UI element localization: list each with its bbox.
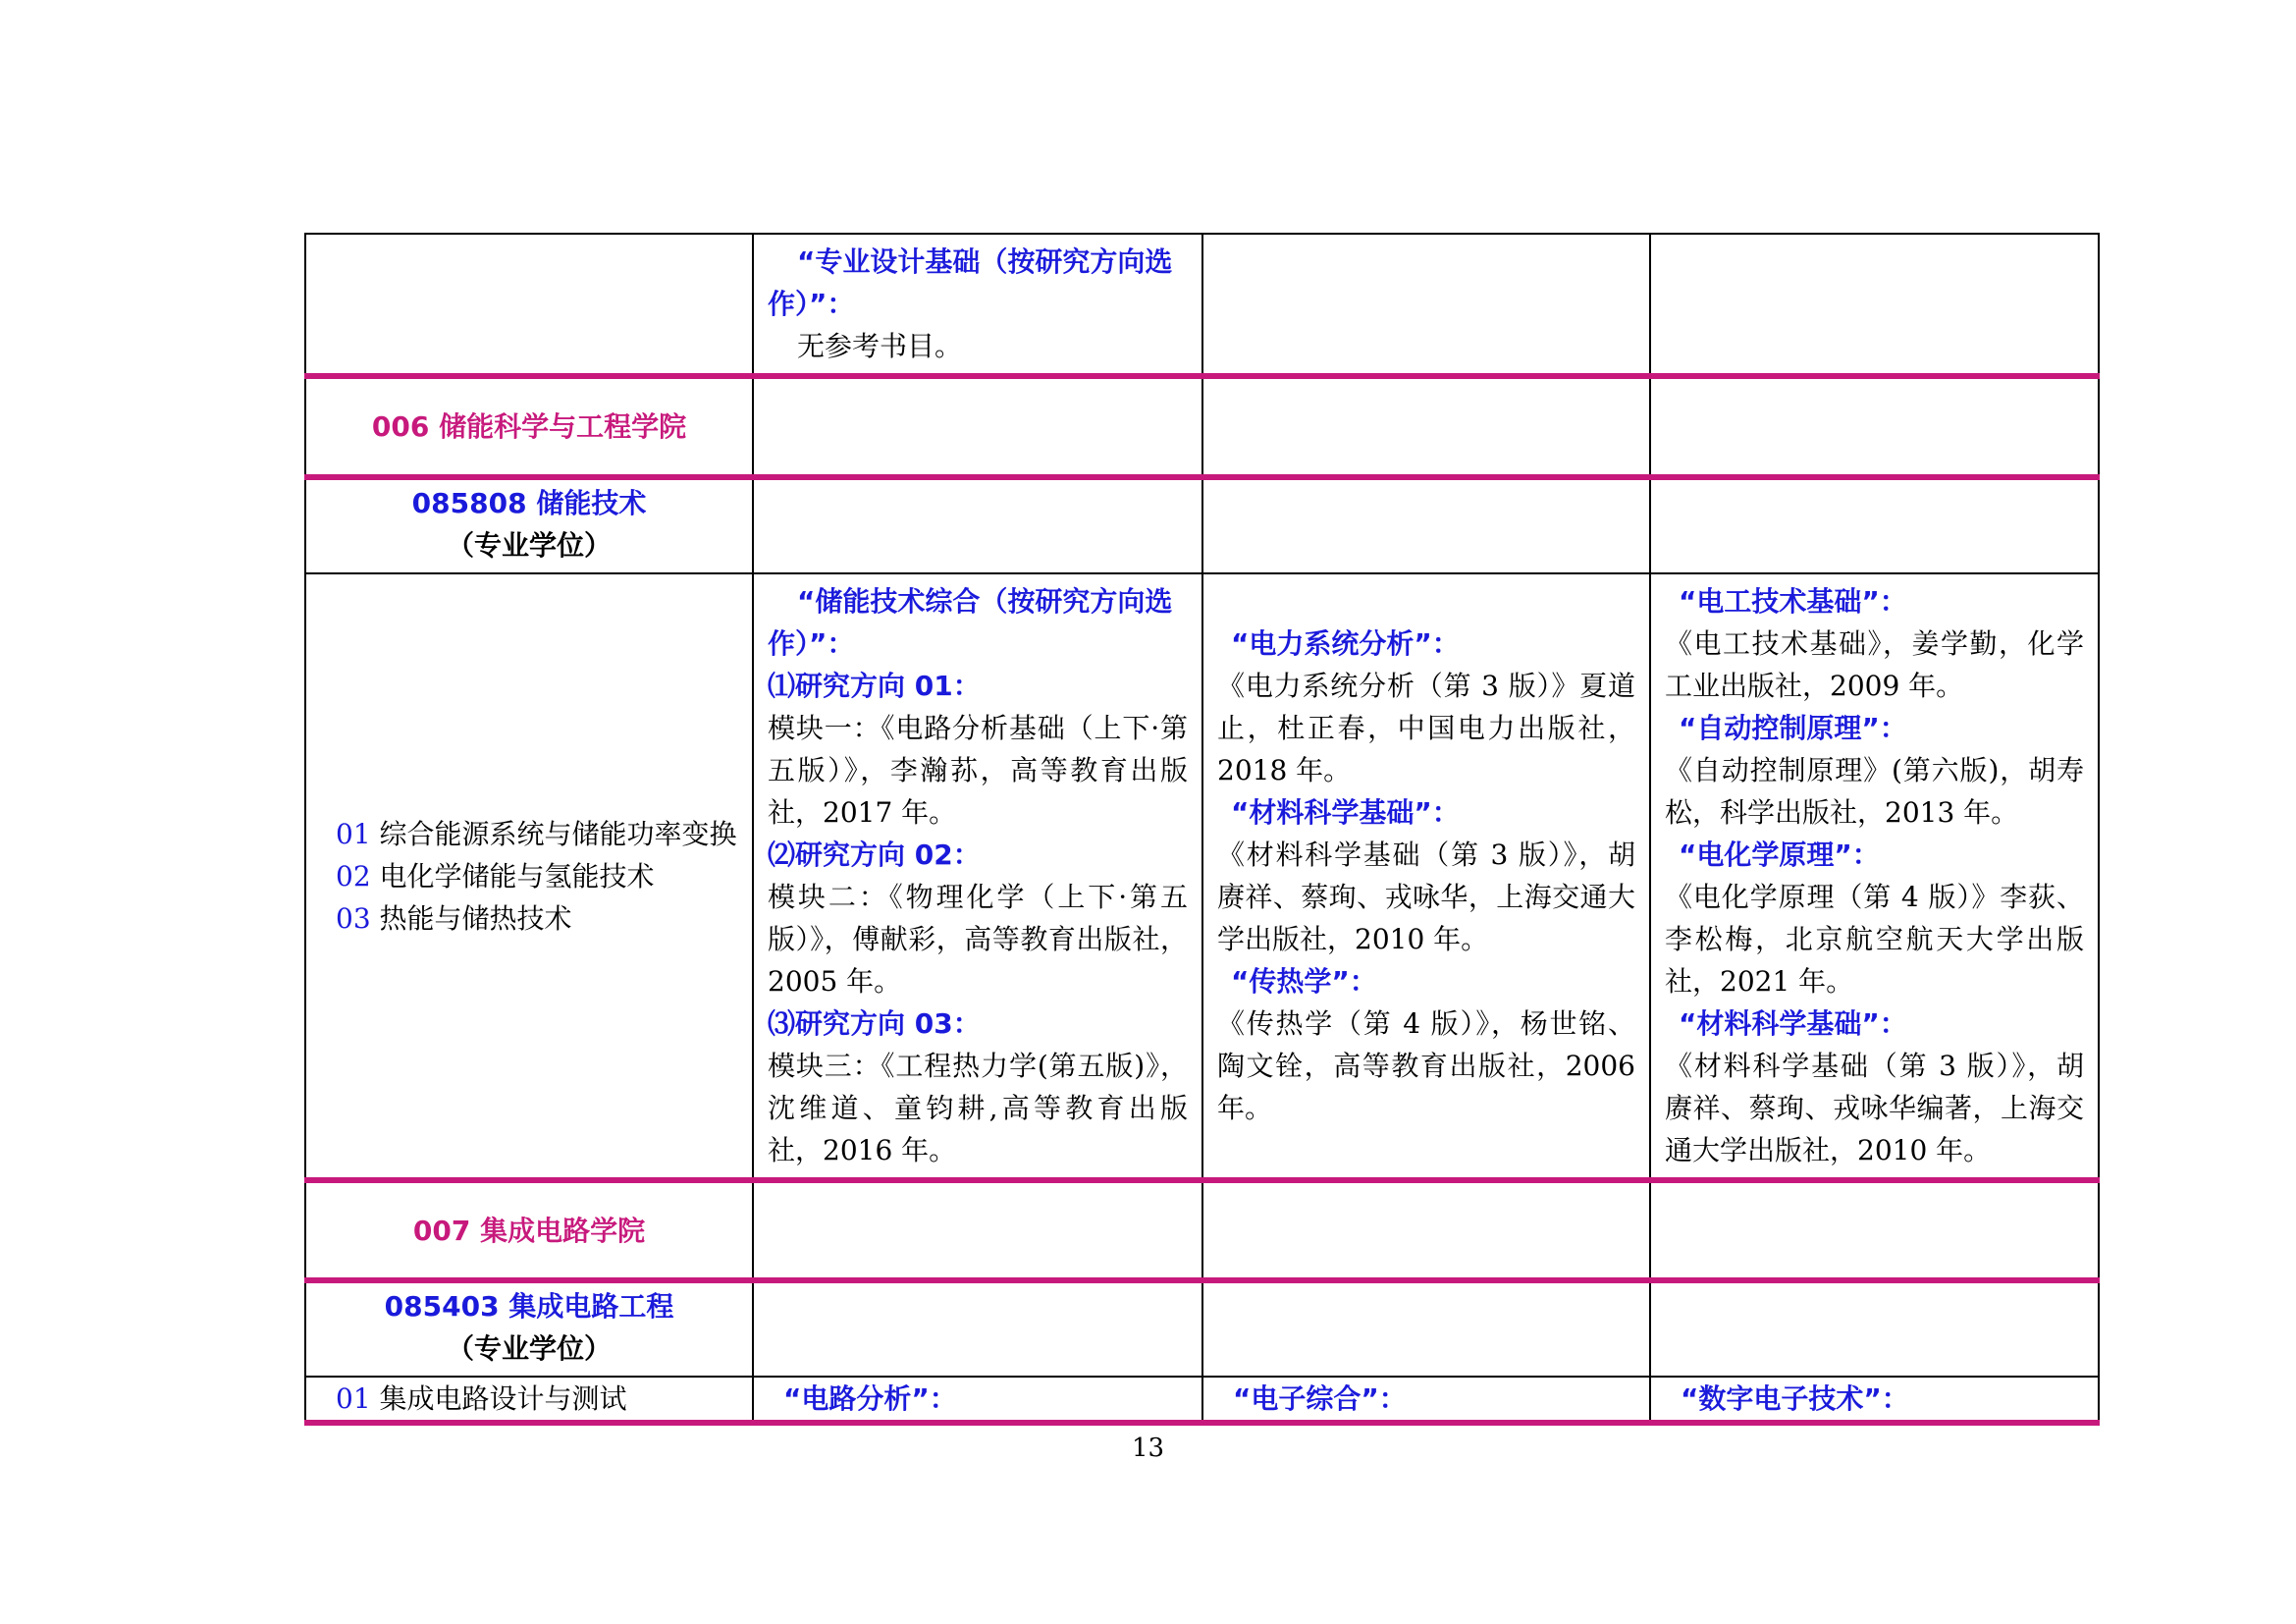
direction-item bbox=[318, 855, 738, 897]
directions-cell bbox=[305, 573, 753, 1180]
cell-empty bbox=[1202, 234, 1650, 376]
subject-title: “传热学”： bbox=[1231, 965, 1377, 998]
subject-title: “材料科学基础”： bbox=[1679, 1007, 1907, 1040]
module-text: 模块一：《电路分析基础（上下·第五版）》，李瀚荪，高等教育出版社，2017 年。 bbox=[768, 712, 1188, 829]
major-cell bbox=[305, 477, 753, 573]
table-row bbox=[305, 1180, 2099, 1280]
table-row bbox=[305, 573, 2099, 1180]
direction-text: 集成电路设计与测试 bbox=[379, 1382, 627, 1415]
direction-heading: ⑴研究方向 01： bbox=[768, 670, 981, 702]
direction-number: 03 bbox=[336, 901, 371, 935]
degree-type: （专业学位） bbox=[446, 1332, 612, 1365]
subject-title: “电路分析”： bbox=[783, 1382, 957, 1415]
module-text: 模块二：《物理化学（上下·第五版）》，傅献彩，高等教育出版社，2005 年。 bbox=[768, 881, 1188, 998]
admissions-table bbox=[304, 233, 2100, 1426]
book-text: 《电力系统分析（第 3 版）》夏道止，杜正春，中国电力出版社，2018 年。 bbox=[1217, 670, 1635, 786]
subject-title: “储能技术综合（按研究方向选作）”： bbox=[768, 585, 1173, 660]
direction-number: 01 bbox=[336, 1382, 371, 1415]
table-row bbox=[305, 376, 2099, 477]
subject-title: “电子综合”： bbox=[1233, 1382, 1407, 1415]
cell-empty bbox=[1650, 234, 2099, 376]
subject-title: “电力系统分析”： bbox=[1231, 627, 1460, 660]
direction-item bbox=[318, 897, 738, 940]
cell-exam-subjects bbox=[753, 573, 1202, 1180]
direction-cell bbox=[305, 1377, 753, 1423]
school-006-label: 006 储能科学与工程学院 bbox=[371, 410, 687, 443]
direction-heading: ⑶研究方向 03： bbox=[768, 1007, 981, 1040]
book-text: 《材料科学基础（第 3 版）》，胡赓祥、蔡珣、戎咏华，上海交通大学出版社，2010 年。 bbox=[1217, 839, 1635, 955]
table-row bbox=[305, 477, 2099, 573]
cell-empty bbox=[753, 1280, 1202, 1377]
subject-title: “材料科学基础”： bbox=[1231, 796, 1460, 829]
cell-retest-subjects bbox=[1202, 573, 1650, 1180]
cell-empty bbox=[1650, 477, 2099, 573]
subject-title: “电工技术基础”： bbox=[1679, 585, 1907, 618]
direction-item bbox=[318, 813, 738, 855]
major-cell bbox=[305, 1280, 753, 1377]
cell-equal-subjects bbox=[1650, 573, 2099, 1180]
cell-empty bbox=[753, 477, 1202, 573]
cell-empty bbox=[753, 1180, 1202, 1280]
subject-title: “数字电子技术”： bbox=[1681, 1382, 1909, 1415]
page-number: 13 bbox=[1131, 1434, 1165, 1463]
book-text: 《材料科学基础（第 3 版）》，胡赓祥、蔡珣、戎咏华编著，上海交通大学出版社，2010 年。 bbox=[1665, 1050, 2084, 1166]
cell-empty bbox=[1650, 376, 2099, 477]
direction-number: 02 bbox=[336, 859, 371, 893]
table-row bbox=[305, 234, 2099, 376]
cell-equal-subjects bbox=[1650, 1377, 2099, 1423]
cell-exam-subjects bbox=[753, 234, 1202, 376]
cell-empty bbox=[1650, 1280, 2099, 1377]
cell-retest-subjects bbox=[1202, 1377, 1650, 1423]
book-text: 《电工技术基础》，姜学勤，化学工业出版社，2009 年。 bbox=[1665, 627, 2084, 702]
table-row bbox=[305, 1377, 2099, 1423]
cell-empty bbox=[1202, 1180, 1650, 1280]
book-text: 《自动控制原理》(第六版)，胡寿松，科学出版社，2013 年。 bbox=[1665, 754, 2084, 829]
cell-empty bbox=[753, 376, 1202, 477]
module-text: 模块三：《工程热力学(第五版)》，沈维道、童钧耕,高等教育出版社，2016 年。 bbox=[768, 1050, 1188, 1166]
cell-empty bbox=[1202, 376, 1650, 477]
cell-empty bbox=[1202, 477, 1650, 573]
cell-exam-subjects bbox=[753, 1377, 1202, 1423]
table-row bbox=[305, 1280, 2099, 1377]
cell-empty bbox=[305, 234, 753, 376]
direction-text: 电化学储能与氢能技术 bbox=[379, 859, 655, 893]
direction-text: 综合能源系统与储能功率变换 bbox=[379, 817, 737, 850]
major-code-name: 085403 集成电路工程 bbox=[384, 1290, 674, 1323]
school-cell bbox=[305, 1180, 753, 1280]
degree-type: （专业学位） bbox=[446, 529, 612, 562]
direction-heading: ⑵研究方向 02： bbox=[768, 839, 981, 871]
major-code-name: 085808 储能技术 bbox=[411, 487, 647, 519]
school-cell bbox=[305, 376, 753, 477]
subject-title: “电化学原理”： bbox=[1679, 839, 1880, 871]
subject-title: “专业设计基础（按研究方向选作）”： bbox=[768, 245, 1173, 320]
book-text: 《电化学原理（第 4 版）》李荻、李松梅，北京航空航天大学出版社，2021 年。 bbox=[1665, 881, 2084, 998]
book-text: 《传热学（第 4 版）》，杨世铭、陶文铨，高等教育出版社，2006 年。 bbox=[1217, 1007, 1635, 1124]
cell-empty bbox=[1202, 1280, 1650, 1377]
direction-text: 热能与储热技术 bbox=[379, 901, 572, 935]
subject-text: 无参考书目。 bbox=[797, 330, 963, 362]
school-007-label: 007 集成电路学院 bbox=[412, 1214, 646, 1247]
direction-number: 01 bbox=[336, 817, 371, 850]
cell-empty bbox=[1650, 1180, 2099, 1280]
subject-title: “自动控制原理”： bbox=[1679, 712, 1907, 744]
